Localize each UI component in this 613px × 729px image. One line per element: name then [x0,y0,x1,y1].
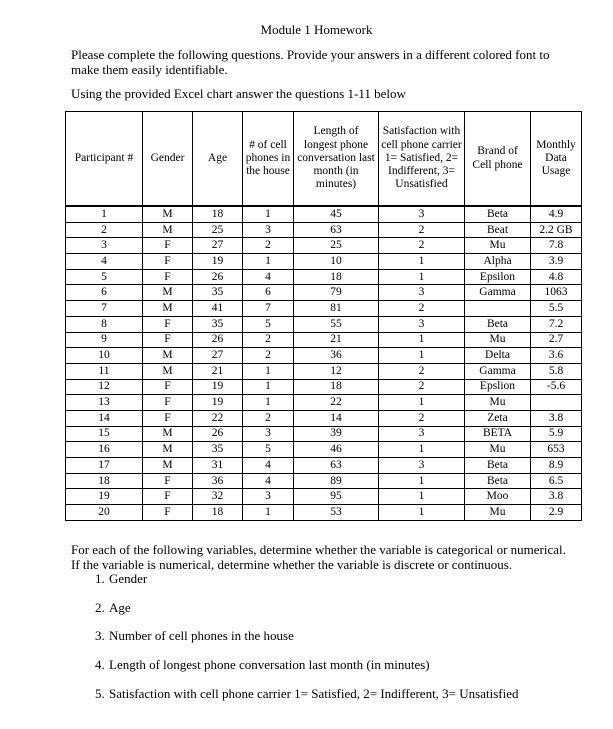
table-cell: 22 [294,395,379,411]
column-header: Gender [143,112,193,207]
table-cell: 7.8 [531,238,582,254]
table-cell: 3 [243,222,294,238]
table-cell: Alpha [465,254,531,270]
table-cell: 18 [193,505,243,521]
table-cell: 81 [294,301,379,317]
table-cell: 14 [294,410,379,426]
table-cell: 21 [193,363,243,379]
table-cell: 15 [66,426,143,442]
table-cell: 21 [294,332,379,348]
table-row [66,442,582,458]
table-cell: 1 [379,473,465,489]
table-cell: 18 [193,206,243,222]
table-cell: 18 [66,473,143,489]
table-cell: F [143,505,193,521]
column-header: Age [193,112,243,207]
table-cell: 1 [379,269,465,285]
table-cell: 4.8 [531,269,582,285]
table-cell: F [143,238,193,254]
table-cell: 3 [243,426,294,442]
table-cell: 26 [193,426,243,442]
table-cell: 7 [66,301,143,317]
instruction-paragraph: Using the provided Excel chart answer the questions 1-11 below [71,86,406,101]
table-cell: 4 [66,254,143,270]
table-cell: 12 [294,363,379,379]
table-cell: 3 [66,238,143,254]
table-cell: 1 [243,206,294,222]
table-cell: 53 [294,505,379,521]
column-header: Brand of Cell phone [465,112,531,207]
table-cell: 1 [379,489,465,505]
table-cell: 10 [66,348,143,364]
data-table [65,111,582,521]
table-cell: Gamma [465,363,531,379]
table-cell: 3.9 [531,254,582,270]
table-row [66,269,582,285]
table-cell: Beta [465,458,531,474]
table-cell: 2 [379,379,465,395]
table-cell: 9 [66,332,143,348]
table-cell: 1 [379,254,465,270]
table-cell: 26 [193,269,243,285]
table-row [66,238,582,254]
table-cell: 1 [379,395,465,411]
question-list [71,571,518,714]
column-header: # of cell phones in the house [243,112,294,207]
table-row [66,285,582,301]
table-cell: 3 [379,285,465,301]
table-cell: 8.9 [531,458,582,474]
intro-paragraph: Please complete the following questions. Provide your answers in a different colored font to make them easily identifiable. [71,47,550,77]
table-cell: M [143,222,193,238]
table-cell: 2.7 [531,332,582,348]
table-cell: Mu [465,442,531,458]
table-row [66,395,582,411]
table-cell: 1 [379,442,465,458]
table-cell: 17 [66,458,143,474]
table-cell: F [143,379,193,395]
table-cell: 5 [66,269,143,285]
table-cell: M [143,426,193,442]
table-cell: 2 [379,238,465,254]
table-cell: F [143,473,193,489]
table-cell: 32 [193,489,243,505]
table-cell: 18 [294,379,379,395]
table-cell: F [143,269,193,285]
table-cell: Moo [465,489,531,505]
table-row [66,458,582,474]
table-cell: 3 [379,458,465,474]
table-cell: Beta [465,316,531,332]
column-header: Participant # [66,112,143,207]
table-cell: 12 [66,379,143,395]
table-cell: 39 [294,426,379,442]
table-cell: F [143,395,193,411]
table-cell: 11 [66,363,143,379]
table-cell: 1 [379,348,465,364]
table-cell: 5.8 [531,363,582,379]
question-item: 1. Gender [108,571,518,600]
table-row [66,301,582,317]
table-cell: 3 [379,426,465,442]
table-cell: 1 [243,254,294,270]
table-cell: -5.6 [531,379,582,395]
table-row [66,254,582,270]
question-item: 2. Age [108,600,518,629]
table-row [66,473,582,489]
table-cell: F [143,316,193,332]
table-cell [531,395,582,411]
question-item: 4. Length of longest phone conversation last month (in minutes) [108,657,518,686]
table-cell: 4 [243,269,294,285]
table-cell: 35 [193,442,243,458]
table-cell: M [143,206,193,222]
table-cell: Mu [465,395,531,411]
table-header-row [66,112,582,207]
table-cell: 2 [243,410,294,426]
table-cell: 35 [193,316,243,332]
table-cell: Beta [465,206,531,222]
table-cell: Mu [465,238,531,254]
table-cell: 2 [379,222,465,238]
table-cell: 27 [193,238,243,254]
table-cell: F [143,410,193,426]
table-cell: Gamma [465,285,531,301]
table-cell: 3.8 [531,489,582,505]
table-cell: 36 [294,348,379,364]
table-cell: 35 [193,285,243,301]
table-cell: F [143,332,193,348]
table-cell: 5 [243,442,294,458]
table-cell: 89 [294,473,379,489]
table-row [66,363,582,379]
table-cell: M [143,348,193,364]
table-cell: F [143,254,193,270]
table-cell: 63 [294,222,379,238]
table-cell: 45 [294,206,379,222]
question-item: 3. Number of cell phones in the house [108,628,518,657]
table-cell: Zeta [465,410,531,426]
table-cell: 55 [294,316,379,332]
table-cell: 653 [531,442,582,458]
column-header: Satisfaction with cell phone carrier 1= Satisfied, 2= Indifferent, 3= Unsatisfied [379,112,465,207]
table-cell: M [143,442,193,458]
table-row [66,410,582,426]
table-cell: 1063 [531,285,582,301]
table-cell: Beta [465,473,531,489]
column-header: Length of longest phone conversation last month (in minutes) [294,112,379,207]
column-header: Monthly Data Usage [531,112,582,207]
table-cell: 26 [193,332,243,348]
table-cell: 7 [243,301,294,317]
table-cell: 46 [294,442,379,458]
table-row [66,505,582,521]
table-cell: Epslion [465,379,531,395]
table-cell: BETA [465,426,531,442]
table-cell: 2 [243,348,294,364]
table-cell: M [143,285,193,301]
table-cell: 1 [379,332,465,348]
table-cell: 2 [379,363,465,379]
table-cell: M [143,458,193,474]
table-cell: 27 [193,348,243,364]
table-cell: 3 [379,316,465,332]
table-cell: 1 [243,505,294,521]
table-cell: 20 [66,505,143,521]
table-row [66,332,582,348]
page-title: Module 1 Homework [260,22,373,37]
table-cell: 25 [193,222,243,238]
table-cell: Beat [465,222,531,238]
table-cell: 1 [243,363,294,379]
table-cell: 3 [379,206,465,222]
table-cell: 4.9 [531,206,582,222]
table-cell: 3 [243,489,294,505]
table-cell: Delta [465,348,531,364]
table-cell: 25 [294,238,379,254]
table-cell: 4 [243,458,294,474]
table-cell: 36 [193,473,243,489]
table-cell: 19 [66,489,143,505]
table-cell: M [143,363,193,379]
question-intro: For each of the following variables, determine whether the variable is categorical or numerical. If the variable is numerical, determine whether the variable is discrete or continuous. [71,542,566,572]
table-cell: 95 [294,489,379,505]
table-row [66,426,582,442]
table-cell: 2.9 [531,505,582,521]
table-cell: 1 [379,505,465,521]
table-cell: 63 [294,458,379,474]
table-cell: Epsilon [465,269,531,285]
table-cell: 1 [66,206,143,222]
table-row [66,316,582,332]
table-cell: 5 [243,316,294,332]
table-cell: 19 [193,395,243,411]
table-row [66,222,582,238]
table-cell: 8 [66,316,143,332]
table-cell: 14 [66,410,143,426]
question-item: 5. Satisfaction with cell phone carrier 1= Satisfied, 2= Indifferent, 3= Unsatisfied [108,686,518,715]
table-row [66,379,582,395]
table-cell: 1 [243,395,294,411]
table-cell: 41 [193,301,243,317]
table-cell: 3.8 [531,410,582,426]
table-cell: 5.9 [531,426,582,442]
table-cell: 5.5 [531,301,582,317]
table-cell: 2 [243,332,294,348]
table-cell: 2 [379,301,465,317]
table-cell: 19 [193,379,243,395]
table-cell: 16 [66,442,143,458]
table-cell: Mu [465,332,531,348]
table-cell: 2.2 GB [531,222,582,238]
table-cell: M [143,301,193,317]
table-row [66,206,582,222]
table-cell: 6 [243,285,294,301]
table-cell: F [143,489,193,505]
table-cell: 6 [66,285,143,301]
table-cell: 79 [294,285,379,301]
table-cell: 13 [66,395,143,411]
table-cell: 2 [243,238,294,254]
table-cell: 1 [243,379,294,395]
table-cell: 22 [193,410,243,426]
table-cell: 2 [66,222,143,238]
table-row [66,348,582,364]
table-cell: 10 [294,254,379,270]
table-row [66,489,582,505]
table-cell [465,301,531,317]
table-cell: 18 [294,269,379,285]
table-cell: 7.2 [531,316,582,332]
table-cell: 31 [193,458,243,474]
table-cell: 3.6 [531,348,582,364]
table-cell: 19 [193,254,243,270]
table-cell: 2 [379,410,465,426]
table-cell: 6.5 [531,473,582,489]
table-cell: 4 [243,473,294,489]
table-cell: Mu [465,505,531,521]
